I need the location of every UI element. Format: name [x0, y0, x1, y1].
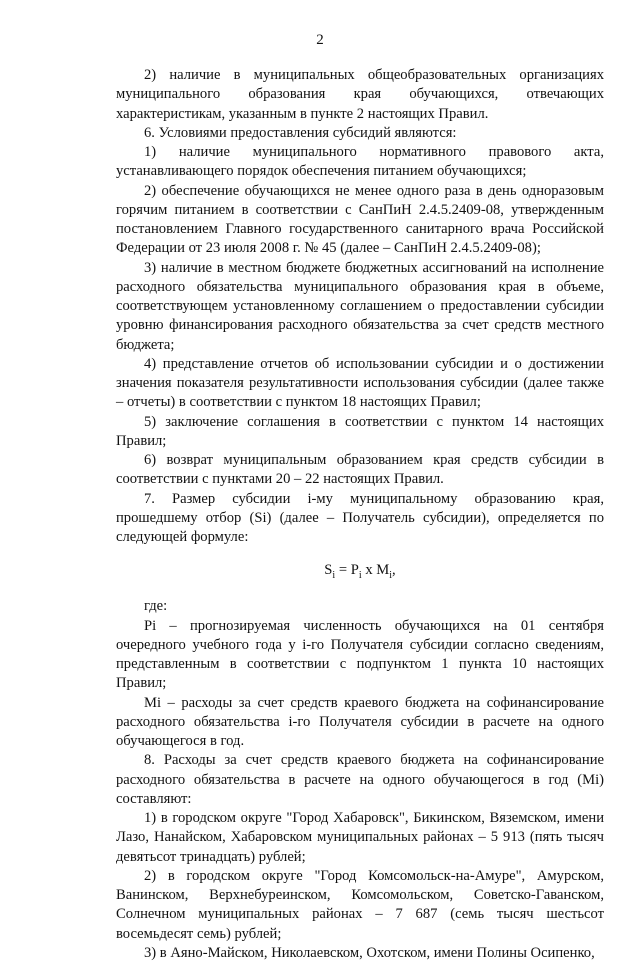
- paragraph: 7. Размер субсидии i-му муниципальному образованию края, прошедшему отбор (Si) (далее – Получатель субсидии), определяется по следующей формуле:: [116, 490, 604, 545]
- page-number: 2: [316, 32, 324, 48]
- paragraph: 2) в городском округе "Город Комсомольск-на-Амуре", Амурском, Ванинском, Верхнебуреинском, Комсомольском, Советско-Гаванском, Солнечном муниципальных районах – 7 687 (семь тысяч шестьсот восемьдесят семь) рублей;: [116, 867, 604, 942]
- paragraph: 1) в городском округе "Город Хабаровск", Бикинском, Вяземском, имени Лазо, Нанайском, Хабаровском муниципальных районах – 5 913 (пять тысяч девятьсот тринадцать) рублей;: [116, 810, 604, 865]
- paragraph: 8. Расходы за счет средств краевого бюджета на софинансирование расходного обязательства в расчете на одного обучающегося в год (Mi) составляют:: [116, 752, 604, 807]
- paragraph: 6) возврат муниципальным образованием края средств субсидии в соответствии с пунктами 20 – 22 настоящих Правил.: [116, 452, 604, 488]
- where-label: где:: [144, 598, 168, 615]
- paragraph: 3) в Аяно-Майском, Николаевском, Охотском, имени Полины Осипенко,: [144, 944, 595, 961]
- paragraph: 4) представление отчетов об использовании субсидии и о достижении значения показателя результативности использования субсидии (далее также – отчеты) в соответствии с пунктом 18 настоящих Правил;: [116, 355, 604, 411]
- paragraph: 3) наличие в местном бюджете бюджетных ассигнований на исполнение расходного обязательства муниципального образования края в объеме, соответствующем установленному соглашением о предоставлении субсидии уровню финансирования расходного обязательства за счет средств местного бюджета;: [116, 259, 604, 353]
- paragraph: 5) заключение соглашения в соответствии с пунктом 14 настоящих Правил;: [116, 413, 604, 449]
- paragraph: 1) наличие муниципального нормативного правового акта, устанавливающего порядок обеспечения питанием обучающихся;: [116, 144, 604, 180]
- formula: $S_i = P_i$ x $M_i$,: [324, 562, 396, 582]
- paragraph: 6. Условиями предоставления субсидий являются:: [144, 124, 457, 141]
- paragraph: Mi – расходы за счет средств краевого бюджета на софинансирование расходного обязательства i-го Получателя субсидии в расчете на одного обучающегося в год.: [116, 694, 604, 750]
- paragraph: 2) наличие в муниципальных общеобразовательных организациях муниципального образования края обучающихся, отвечающих характеристикам, указанным в пункте 2 настоящих Правил.: [116, 67, 604, 122]
- paragraph: 2) обеспечение обучающихся не менее одного раза в день одноразовым горячим питанием в соответствии с СанПиН 2.4.5.2409-08, утвержденным постановлением Главного государственного санитарного врача Российской Федерации от 23 июля 2008 г. № 45 (далее – СанПиН 2.4.5.2409-08);: [116, 182, 604, 257]
- document-body: [116, 66, 604, 963]
- paragraph: Pi – прогнозируемая численность обучающихся на 01 сентября очередного учебного года у i-го Получателя субсидии согласно сведениям, представленным в соответствии с подпунктом 1 пункта 10 настоящих Правил;: [116, 617, 604, 692]
